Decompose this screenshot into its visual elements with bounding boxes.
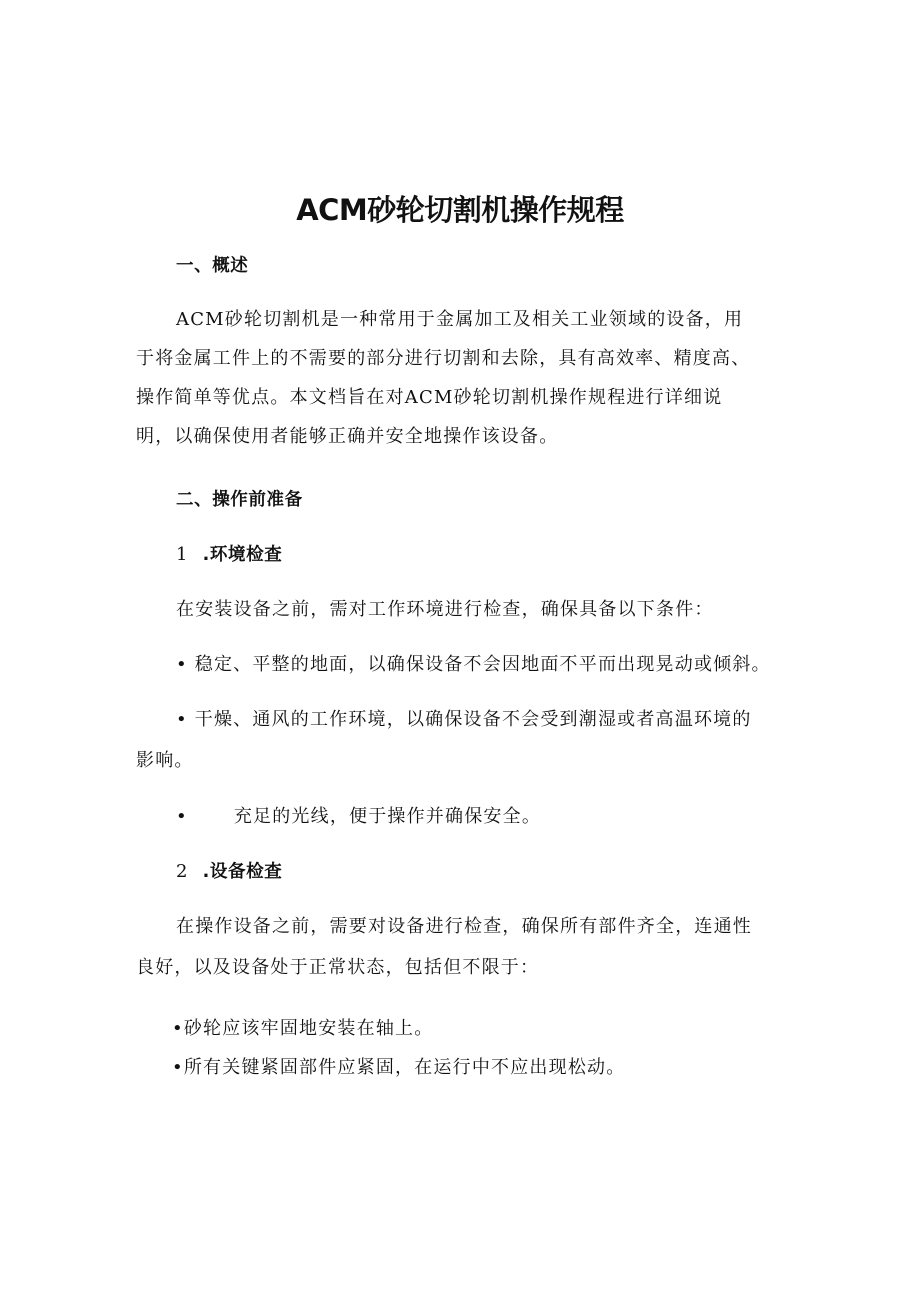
subsection1-intro: 在安装设备之前，需对工作环境进行检查，确保具备以下条件： xyxy=(176,599,714,620)
list-item-continuation: 影响。 xyxy=(136,750,194,771)
list-item xyxy=(172,1017,433,1041)
subsection1-number: 1 xyxy=(176,544,189,565)
section1-paragraph-line-3: 操作简单等优点。本文档旨在对ACM砂轮切割机操作规程进行详细说 xyxy=(136,387,723,408)
list-item-text: 所有关键紧固部件应紧固，在运行中不应出现松动。 xyxy=(183,1057,626,1078)
subsection2-heading xyxy=(176,860,282,884)
subsection2-intro-line-1: 在操作设备之前，需要对设备进行检查，确保所有部件齐全，连通性 xyxy=(176,916,752,937)
subsection2-title: .设备检查 xyxy=(202,862,283,882)
section1-paragraph-line-2: 于将金属工件上的不需要的部分进行切割和去除，具有高效率、精度高、 xyxy=(136,348,751,369)
document-title: ACM砂轮切割机操作规程 xyxy=(296,193,624,227)
subsection2-number: 2 xyxy=(176,861,189,882)
bullet-icon: • xyxy=(176,806,188,827)
bullet-icon: • xyxy=(172,1057,184,1078)
section1-paragraph-line-1: ACM砂轮切割机是一种常用于金属加工及相关工业领域的设备，用 xyxy=(176,309,744,330)
bullet-icon: • xyxy=(176,709,188,730)
section1-paragraph-line-4: 明，以确保使用者能够正确并安全地操作该设备。 xyxy=(136,426,559,447)
list-item xyxy=(176,805,541,829)
list-item-text: 干燥、通风的工作环境，以确保设备不会受到潮湿或者高温环境的 xyxy=(194,709,752,730)
subsection2-intro-line-2: 良好，以及设备处于正常状态，包括但不限于： xyxy=(136,957,540,978)
list-item-text: 砂轮应该牢固地安装在轴上。 xyxy=(183,1018,434,1039)
section1-heading: 一、概述 xyxy=(176,256,249,276)
list-item xyxy=(176,708,752,732)
list-item-text: 充足的光线，便于操作并确保安全。 xyxy=(233,806,542,827)
list-item xyxy=(176,653,771,677)
list-item-text: 稳定、平整的地面，以确保设备不会因地面不平而出现晃动或倾斜。 xyxy=(194,654,771,675)
bullet-icon: • xyxy=(176,654,188,675)
bullet-icon: • xyxy=(172,1018,184,1039)
section2-heading: 二、操作前准备 xyxy=(176,490,303,510)
subsection1-title: .环境检查 xyxy=(202,545,283,565)
subsection1-heading xyxy=(176,543,282,567)
list-item xyxy=(172,1056,625,1080)
